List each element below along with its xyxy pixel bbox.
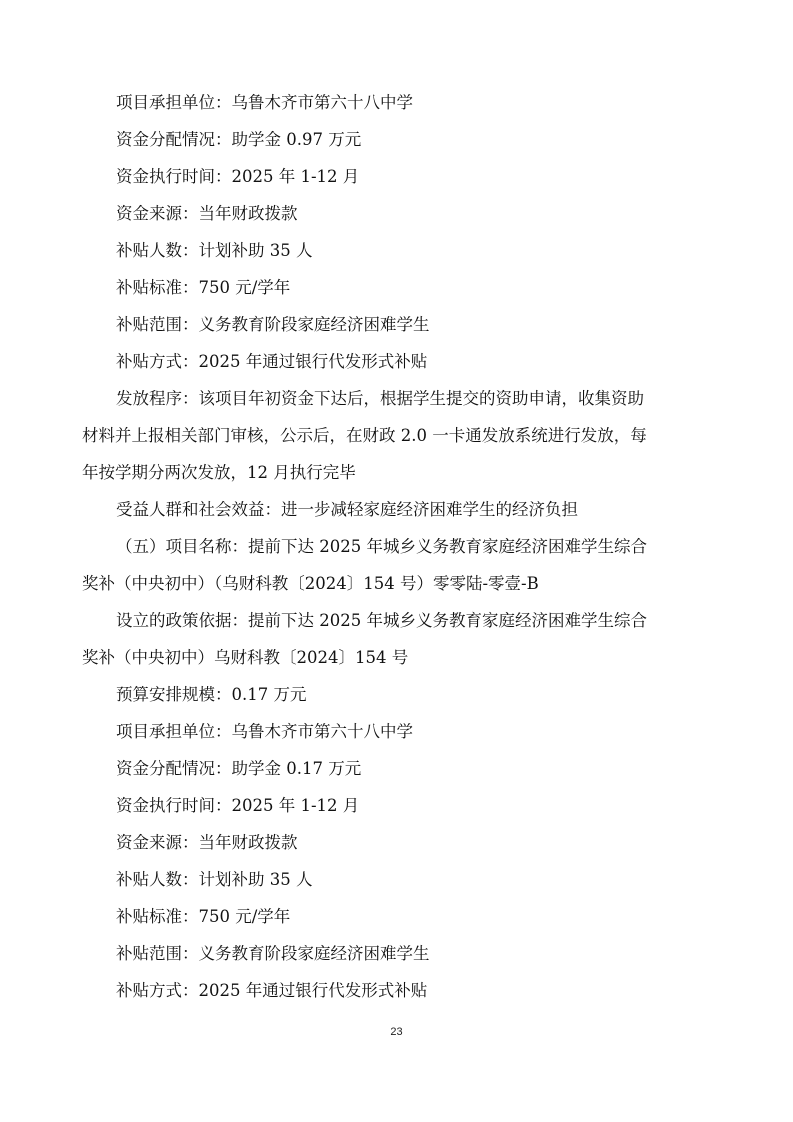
- paragraph-continuation-line: 奖补（中央初中）乌财科教〔2024〕154 号: [82, 648, 409, 667]
- paragraph-continuation-line: 年按学期分两次发放，12 月执行完毕: [82, 463, 356, 482]
- paragraph-line: 资金执行时间：2025 年 1-12 月: [116, 167, 360, 186]
- paragraph-line: 补贴方式：2025 年通过银行代发形式补贴: [116, 981, 428, 1000]
- document-body: [82, 84, 708, 1009]
- paragraph-line: 资金分配情况：助学金 0.97 万元: [116, 130, 362, 149]
- page-number: 23: [390, 1026, 403, 1038]
- paragraph-line: 设立的政策依据：提前下达 2025 年城乡义务教育家庭经济困难学生综合: [116, 611, 647, 630]
- paragraph-line: 补贴范围：义务教育阶段家庭经济困难学生: [116, 944, 430, 963]
- paragraph-continuation-line: 材料并上报相关部门审核，公示后，在财政 2.0 一卡通发放系统进行发放，每: [82, 426, 647, 445]
- paragraph-line: 项目承担单位：乌鲁木齐市第六十八中学: [116, 93, 413, 112]
- paragraph-line: 补贴范围：义务教育阶段家庭经济困难学生: [116, 315, 430, 334]
- section-heading-line: （五）项目名称：提前下达 2025 年城乡义务教育家庭经济困难学生综合: [116, 537, 647, 556]
- paragraph-line: 资金来源：当年财政拨款: [116, 204, 298, 223]
- paragraph-line: 预算安排规模：0.17 万元: [116, 685, 307, 704]
- paragraph-line: 发放程序：该项目年初资金下达后，根据学生提交的资助申请，收集资助: [116, 389, 644, 408]
- paragraph-line: 补贴标准：750 元/学年: [116, 907, 291, 926]
- paragraph-line: 资金分配情况：助学金 0.17 万元: [116, 759, 362, 778]
- paragraph-line: 受益人群和社会效益：进一步减轻家庭经济困难学生的经济负担: [116, 500, 578, 519]
- paragraph-line: 补贴人数：计划补助 35 人: [116, 241, 313, 260]
- paragraph-line: 补贴人数：计划补助 35 人: [116, 870, 313, 889]
- paragraph-line: 项目承担单位：乌鲁木齐市第六十八中学: [116, 722, 413, 741]
- paragraph-line: 资金来源：当年财政拨款: [116, 833, 298, 852]
- paragraph-line: 资金执行时间：2025 年 1-12 月: [116, 796, 360, 815]
- paragraph-line: 补贴方式：2025 年通过银行代发形式补贴: [116, 352, 428, 371]
- section-heading-continuation: 奖补（中央初中）（乌财科教〔2024〕154 号）零零陆-零壹-B: [82, 574, 539, 593]
- paragraph-line: 补贴标准：750 元/学年: [116, 278, 291, 297]
